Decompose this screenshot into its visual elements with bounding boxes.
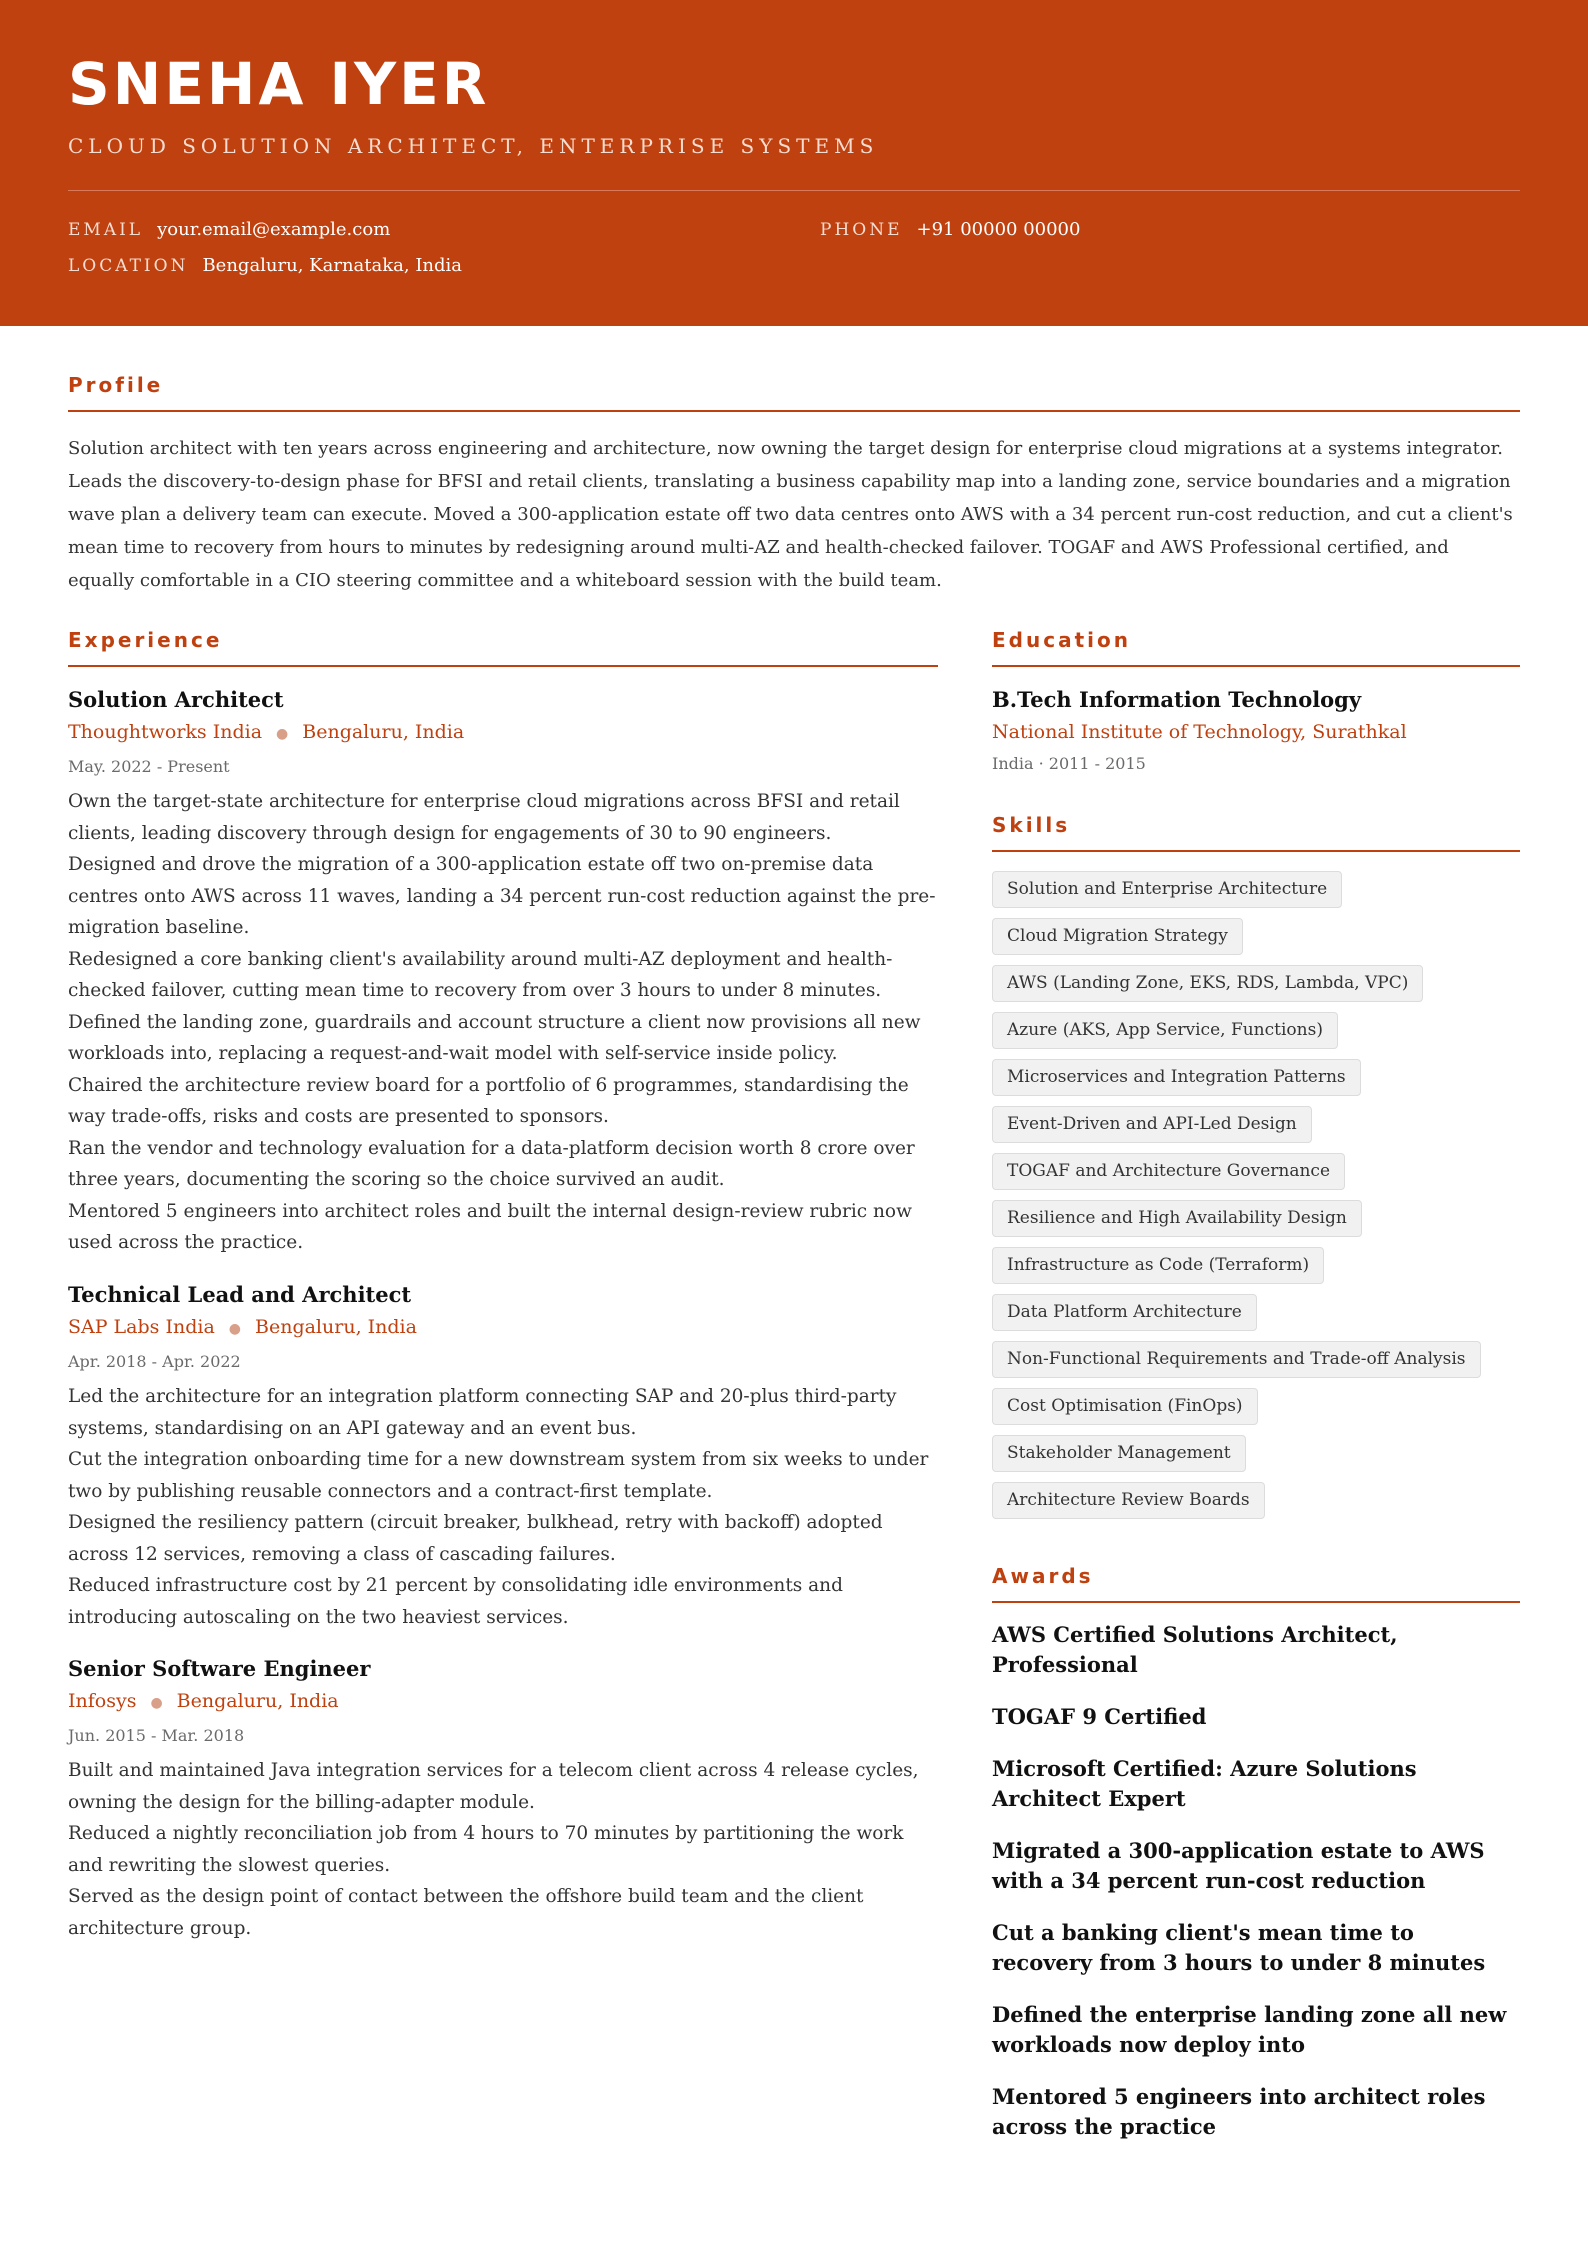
job-dates: May. 2022 - Present [68,757,230,776]
award-item: Defined the enterprise landing zone all new workloads now deploy into [992,2002,1507,2057]
profile-divider [68,410,1520,412]
award-item: Microsoft Certified: Azure Solutions Architect Expert [992,1756,1417,1811]
education-details: India · 2011 - 2015 [992,754,1146,773]
job-bullet: Built and maintained Java integration services for a telecom client across 4 release cycles, owning the design for the billing-adapter module. [68,1760,919,1813]
location-value: Bengaluru, Karnataka, India [202,255,463,276]
job-bullet: Chaired the architecture review board for a portfolio of 6 programmes, standardising the way trade-offs, risks and costs are presented to sponsors. [68,1074,909,1127]
job-location: Bengaluru, India [302,721,465,743]
job-location: Bengaluru, India [176,1690,339,1712]
job-bullet: Defined the landing zone, guardrails and account structure a client now provisions all new workloads into, replacing a request-and-wait model with self-service inside policy. [68,1011,921,1064]
skills-heading: Skills [992,813,1071,837]
skill-chip: Microservices and Integration Patterns [992,1059,1361,1096]
location-label: LOCATION [68,256,189,276]
education-entry [992,684,1520,779]
award-item: Cut a banking client's mean time to recovery from 3 hours to under 8 minutes [992,1920,1486,1975]
email-label: EMAIL [68,220,144,240]
profile-summary: Solution architect with ten years across engineering and architecture, now owning the target design for enterprise cloud migrations at a systems integrator. Leads the discovery-to-design phase for BFSI and retail clients, translating a business capability map into a landing zone, service boundaries and a migration wave plan a delivery team can execute. Moved a 300-application estate off two data centres onto AWS with a 34 percent run-cost reduction, and cut a client's mean time to recovery from hours to minutes by redesigning around multi-AZ and health-checked failover. TOGAF and AWS Professional certified, and equally comfortable in a CIO steering committee and a whiteboard session with the build team. [68,438,1513,591]
skill-chip: Stakeholder Management [992,1435,1246,1472]
experience-heading: Experience [68,628,223,652]
job-entry [68,1653,938,1944]
candidate-role: CLOUD SOLUTION ARCHITECT, ENTERPRISE SYSTEMS [68,134,879,158]
job-company: Infosys [68,1690,137,1712]
job-bullets [68,786,938,1259]
job-entry [68,1279,938,1633]
job-bullet: Cut the integration onboarding time for a new downstream system from six weeks to under two by publishing reusable connectors and a contract-first template. [68,1449,929,1502]
education-degree: B.Tech Information Technology [992,687,1362,712]
skills-divider [992,850,1520,852]
skill-chip: Solution and Enterprise Architecture [992,871,1342,908]
candidate-name: SNEHA IYER [68,50,490,118]
skill-chip: Non-Functional Requirements and Trade-off Analysis [992,1341,1481,1378]
contact-phone [820,217,1080,243]
job-bullet: Led the architecture for an integration platform connecting SAP and 20-plus third-party systems, standardising on an API gateway and an event bus. [68,1386,897,1439]
profile-heading: Profile [68,373,164,397]
email-value[interactable]: your.email@example.com [157,219,391,240]
job-company: SAP Labs India [68,1316,215,1338]
education-divider [992,665,1520,667]
contact-location [68,253,462,279]
job-bullet: Mentored 5 engineers into architect roles and built the internal design-review rubric now used across the practice. [68,1200,912,1253]
contact-email [68,217,390,243]
job-title: Senior Software Engineer [68,1656,371,1681]
skill-chip: AWS (Landing Zone, EKS, RDS, Lambda, VPC) [992,965,1423,1002]
job-company-location [68,716,938,751]
skill-chip: Infrastructure as Code (Terraform) [992,1247,1324,1284]
job-bullets [68,1755,938,1944]
resume-header [0,0,1588,326]
job-dates: Jun. 2015 - Mar. 2018 [68,1726,245,1745]
job-bullet: Redesigned a core banking client's availability around multi-AZ deployment and health-checked failover, cutting mean time to recovery from over 3 hours to under 8 minutes. [68,948,893,1001]
job-bullet: Ran the vendor and technology evaluation for a data-platform decision worth 8 crore over three years, documenting the scoring so the choice survived an audit. [68,1137,915,1190]
job-bullet: Reduced infrastructure cost by 21 percent by consolidating idle environments and introducing autoscaling on the two heaviest services. [68,1575,843,1628]
experience-divider [68,665,938,667]
skill-chip: Data Platform Architecture [992,1294,1257,1331]
job-bullet: Designed and drove the migration of a 300-application estate off two on-premise data centres onto AWS across 11 waves, landing a 34 percent run-cost reduction against the pre-migration baseline. [68,854,936,938]
skills-list [992,871,1520,1529]
job-entry [68,684,938,1259]
skill-chip: Resilience and High Availability Design [992,1200,1362,1237]
job-location: Bengaluru, India [255,1316,417,1338]
job-company-location [68,1311,938,1346]
separator-dot-icon: ● [276,726,289,742]
awards-divider [992,1601,1520,1603]
skill-chip: TOGAF and Architecture Governance [992,1153,1345,1190]
phone-label: PHONE [820,220,903,240]
skill-chip: Cloud Migration Strategy [992,918,1243,955]
job-bullets [68,1381,938,1633]
award-item: Mentored 5 engineers into architect roles across the practice [992,2084,1486,2139]
job-title: Technical Lead and Architect [68,1282,412,1307]
job-bullet: Reduced a nightly reconciliation job from 4 hours to 70 minutes by partitioning the work and rewriting the slowest queries. [68,1823,904,1876]
award-item: TOGAF 9 Certified [992,1704,1207,1729]
job-dates: Apr. 2018 - Apr. 2022 [68,1352,241,1371]
education-school: National Institute of Technology, Surathkal [992,721,1407,743]
award-item: AWS Certified Solutions Architect, Professional [992,1622,1398,1677]
job-bullet: Designed the resiliency pattern (circuit breaker, bulkhead, retry with backoff) adopted across 12 services, removing a class of cascading failures. [68,1512,883,1565]
skill-chip: Azure (AKS, App Service, Functions) [992,1012,1338,1049]
job-company: Thoughtworks India [68,721,263,743]
header-divider [68,190,1520,191]
separator-dot-icon: ● [228,1321,241,1337]
skill-chip: Event-Driven and API-Led Design [992,1106,1312,1143]
skill-chip: Cost Optimisation (FinOps) [992,1388,1258,1425]
job-company-location [68,1685,938,1720]
awards-heading: Awards [992,1564,1094,1588]
phone-value[interactable]: +91 00000 00000 [916,219,1081,240]
job-bullet: Own the target-state architecture for enterprise cloud migrations across BFSI and retail clients, leading discovery through design for engagements of 30 to 90 engineers. [68,791,900,844]
skill-chip: Architecture Review Boards [992,1482,1265,1519]
education-heading: Education [992,628,1131,652]
job-title: Solution Architect [68,687,284,712]
awards-list [992,1620,1520,2164]
award-item: Migrated a 300-application estate to AWS with a 34 percent run-cost reduction [992,1838,1485,1893]
separator-dot-icon: ● [150,1695,163,1711]
job-bullet: Served as the design point of contact between the offshore build team and the client architecture group. [68,1886,864,1939]
